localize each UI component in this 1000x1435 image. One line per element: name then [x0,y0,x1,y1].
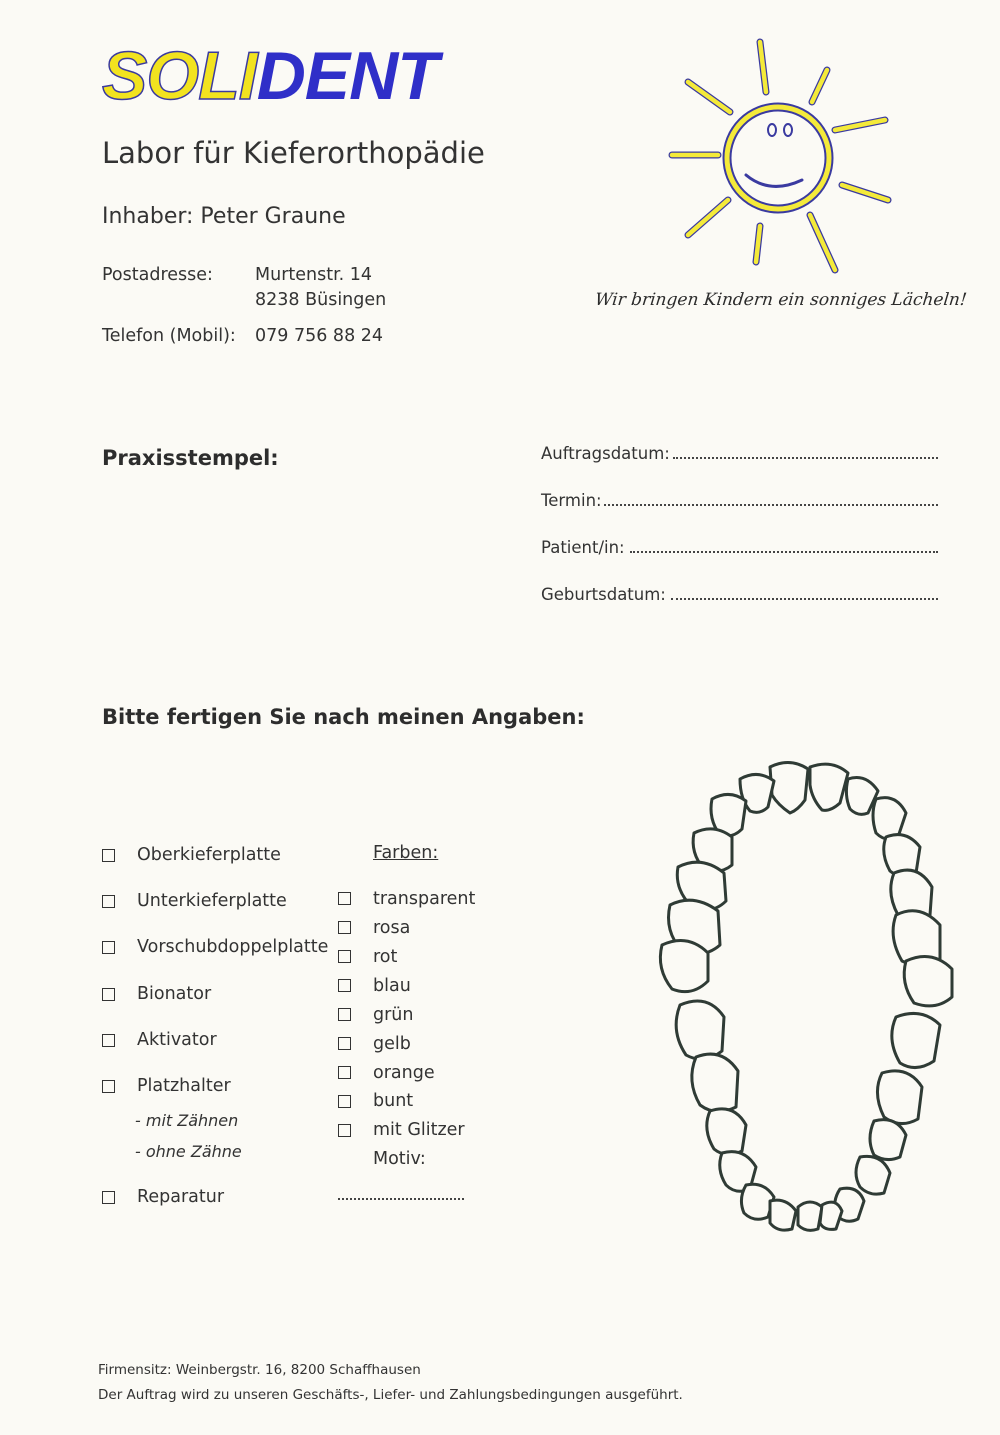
lab-subtitle: Labor für Kieferorthopädie [102,136,485,170]
appliance-platzhalter: Platzhalter [137,1076,231,1096]
color-gelb: gelb [373,1034,411,1054]
sun-icon [660,30,900,280]
order-date-label: Auftragsdatum: [541,444,670,463]
request-heading: Bitte fertigen Sie nach meinen Angaben: [102,705,585,729]
checkbox-color-orange[interactable] [338,1066,351,1079]
appointment-label: Termin: [541,491,602,510]
platzhalter-without-teeth: - ohne Zähne [135,1142,242,1161]
patient-label: Patient/in: [541,538,625,557]
appliance-oberkieferplatte: Oberkieferplatte [137,845,281,865]
order-date-field[interactable] [541,444,938,463]
appliance-reparatur: Reparatur [137,1187,225,1207]
phone-number: 079 756 88 24 [255,326,384,346]
birthdate-field[interactable] [541,585,938,604]
checkbox-color-transparent[interactable] [338,892,351,905]
checkbox-color-blau[interactable] [338,979,351,992]
color-transparent: transparent [373,889,476,909]
dental-arch-diagram [650,755,965,1240]
patient-field[interactable] [541,538,938,557]
company-logo: SOLIDENT [102,38,438,114]
praxisstempel-label: Praxisstempel: [102,446,279,470]
address-label: Postadresse: [102,265,213,285]
checkbox-oberkieferplatte[interactable] [102,849,115,862]
checkbox-color-glitzer[interactable] [338,1124,351,1137]
checkbox-bionator[interactable] [102,988,115,1001]
address-city: 8238 Büsingen [255,290,387,310]
checkbox-color-gelb[interactable] [338,1037,351,1050]
color-gruen: grün [373,1005,414,1025]
motif-label: Motiv: [373,1149,426,1169]
appliance-aktivator: Aktivator [137,1030,217,1050]
footer-company-address: Firmensitz: Weinbergstr. 16, 8200 Schaffhausen [98,1362,421,1378]
phone-label: Telefon (Mobil): [102,326,236,346]
color-glitzer: mit Glitzer [373,1120,465,1140]
birthdate-label: Geburtsdatum: [541,585,666,604]
platzhalter-with-teeth: - mit Zähnen [135,1111,239,1130]
motif-input-line[interactable] [338,1196,464,1200]
color-rosa: rosa [373,918,411,938]
appointment-field[interactable] [541,491,938,510]
address-street: Murtenstr. 14 [255,265,373,285]
footer-terms: Der Auftrag wird zu unseren Geschäfts-, Liefer- und Zahlungsbedingungen ausgeführt. [98,1387,683,1403]
owner-name: Inhaber: Peter Graune [102,204,346,229]
colors-label: Farben: [373,843,439,863]
checkbox-color-rosa[interactable] [338,921,351,934]
checkbox-aktivator[interactable] [102,1034,115,1047]
appliance-unterkieferplatte: Unterkieferplatte [137,891,287,911]
color-bunt: bunt [373,1091,414,1111]
checkbox-color-rot[interactable] [338,950,351,963]
checkbox-reparatur[interactable] [102,1191,115,1204]
tagline: Wir bringen Kindern ein sonniges Lächeln! [593,290,968,310]
checkbox-color-bunt[interactable] [338,1095,351,1108]
appliance-vorschubdoppelplatte: Vorschubdoppelplatte [137,937,329,957]
checkbox-color-gruen[interactable] [338,1008,351,1021]
checkbox-unterkieferplatte[interactable] [102,895,115,908]
color-rot: rot [373,947,398,967]
color-blau: blau [373,976,411,996]
appliance-bionator: Bionator [137,984,212,1004]
checkbox-vorschubdoppelplatte[interactable] [102,941,115,954]
color-orange: orange [373,1063,435,1083]
checkbox-platzhalter[interactable] [102,1080,115,1093]
